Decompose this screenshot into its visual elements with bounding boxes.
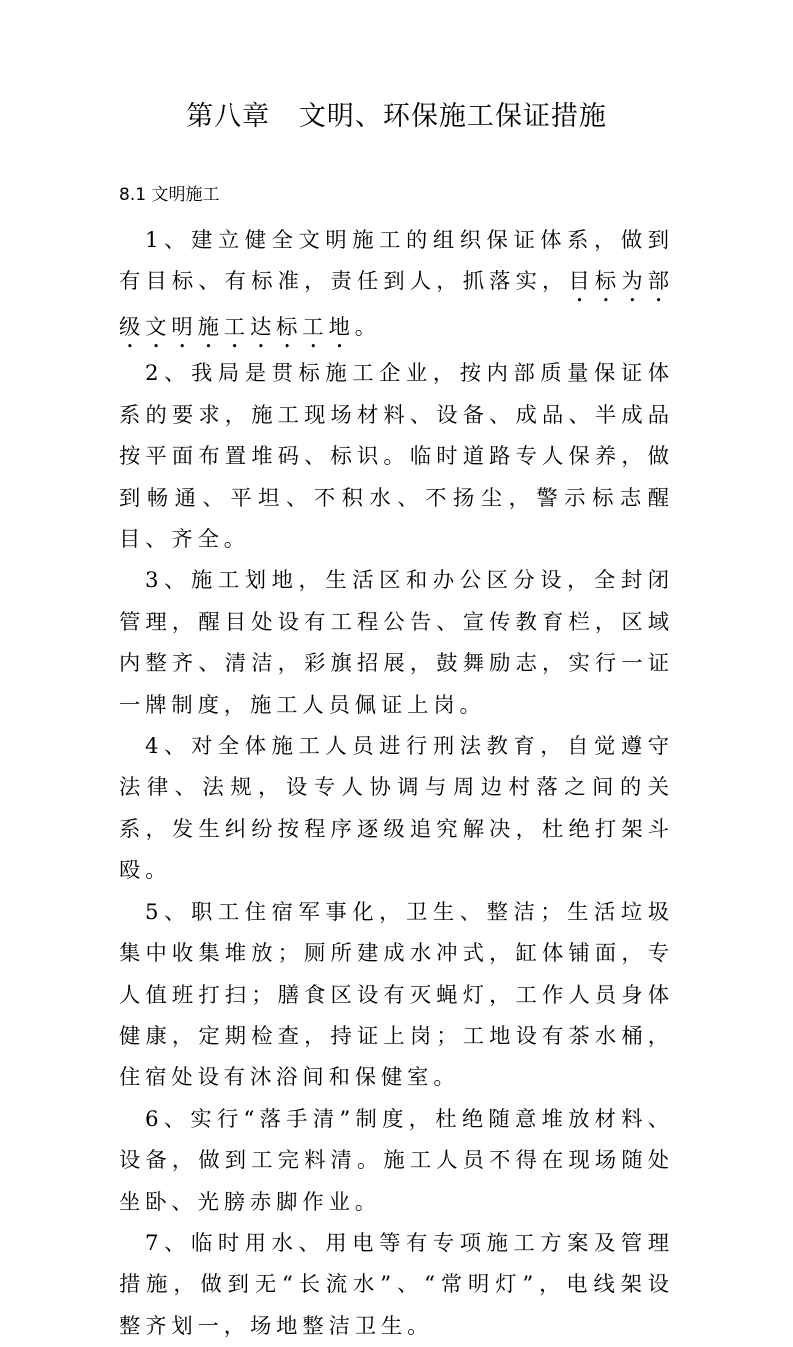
paragraph-7: 7、临时用水、用电等有专项施工方案及管理措施，做到无“长流水”、“常明灯”，电线架设整齐划一，场地整洁卫生。 — [119, 1230, 674, 1339]
paragraph-1 — [119, 220, 674, 353]
paragraph-5: 5、职工住宿军事化，卫生、整洁；生活垃圾集中收集堆放；厕所建成水冲式，缸体铺面，专人值班打扫；膳食区设有灭蝇灯，工作人员身体健康，定期检查，持证上岗；工地设有茶水桶，住宿处设有沐浴间和保健室。 — [119, 899, 674, 1091]
paragraph-3: 3、施工划地，生活区和办公区分设，全封闭管理，醒目处设有工程公告、宣传教育栏，区域内整齐、清洁，彩旗招展，鼓舞励志，实行一证一牌制度，施工人员佩证上岗。 — [119, 568, 674, 718]
paragraph-4: 4、对全体施工人员进行刑法教育，自觉遵守法律、法规，设专人协调与周边村落之间的关系，发生纠纷按程序逐级追究解决，杜绝打架斗殴。 — [119, 734, 674, 884]
paragraph-1-text: 1、建立健全文明施工的组织保证体系，做到有目标、有标准，责任到人，抓落实， — [119, 228, 674, 295]
paragraph-1-end: 。 — [354, 315, 381, 341]
section-body — [119, 220, 674, 1347]
section-heading: 8.1 文明施工 — [119, 185, 220, 205]
paragraph-2: 2、我局是贯标施工企业，按内部质量保证体系的要求，施工现场材料、设备、成品、半成品按平面布置堆码、标识。临时道路专人保养，做到畅通、平坦、不积水、不扬尘，警示标志醒目、齐全。 — [119, 361, 674, 553]
paragraph-6: 6、实行“落手清”制度，杜绝随意堆放材料、设备，做到工完料清。施工人员不得在现场随处坐卧、光膀赤脚作业。 — [119, 1106, 674, 1215]
paragraph-1-emphasis: 目标为部级文明施工达标工地 — [119, 269, 674, 341]
chapter-title: 第八章 文明、环保施工保证措施 — [186, 101, 607, 132]
